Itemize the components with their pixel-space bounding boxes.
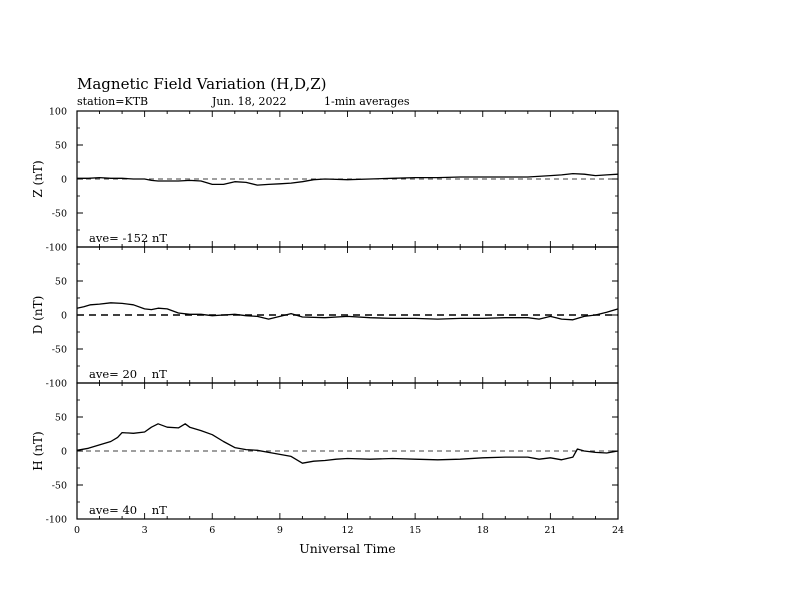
x-tick-label: 24 <box>611 525 625 536</box>
x-tick-label: 9 <box>276 525 283 536</box>
y-axis-label-d: D (nT) <box>31 295 45 335</box>
series-line-d <box>77 303 618 320</box>
y-tick-label: 50 <box>54 140 67 152</box>
ave-label-z: ave= -152 nT <box>89 231 168 245</box>
ave-label-d: ave= 20 nT <box>89 367 167 381</box>
y-tick-label: 0 <box>60 174 67 186</box>
x-tick-label: 0 <box>73 525 81 536</box>
x-tick-label: 12 <box>341 525 354 536</box>
y-tick-label: 50 <box>54 276 67 288</box>
y-tick-label: 0 <box>60 446 67 458</box>
x-tick-label: 15 <box>409 525 422 536</box>
y-tick-label: -50 <box>51 480 67 492</box>
x-tick-label: 3 <box>141 525 148 536</box>
y-axis-label-z: Z (nT) <box>31 160 45 198</box>
averaging-label: 1-min averages <box>324 95 410 108</box>
y-tick-label: -100 <box>45 514 67 526</box>
x-tick-label: 6 <box>209 525 216 536</box>
y-axis-label-h: H (nT) <box>31 431 45 471</box>
x-tick-label: 21 <box>544 525 557 536</box>
y-tick-label: 100 <box>48 106 67 118</box>
date-label: Jun. 18, 2022 <box>212 95 287 108</box>
y-tick-label: -100 <box>45 242 67 254</box>
x-tick-label: 18 <box>476 525 489 536</box>
station-label: station=KTB <box>77 95 149 108</box>
y-tick-label: -100 <box>45 378 67 390</box>
y-tick-label: 0 <box>60 310 67 322</box>
y-tick-label: 50 <box>54 412 67 424</box>
chart-title: Magnetic Field Variation (H,D,Z) <box>77 75 327 93</box>
y-tick-label: -50 <box>51 208 67 220</box>
y-tick-label: -50 <box>51 344 67 356</box>
ave-label-h: ave= 40 nT <box>89 503 167 517</box>
x-axis-label: Universal Time <box>299 541 396 556</box>
series-line-h <box>77 424 618 463</box>
